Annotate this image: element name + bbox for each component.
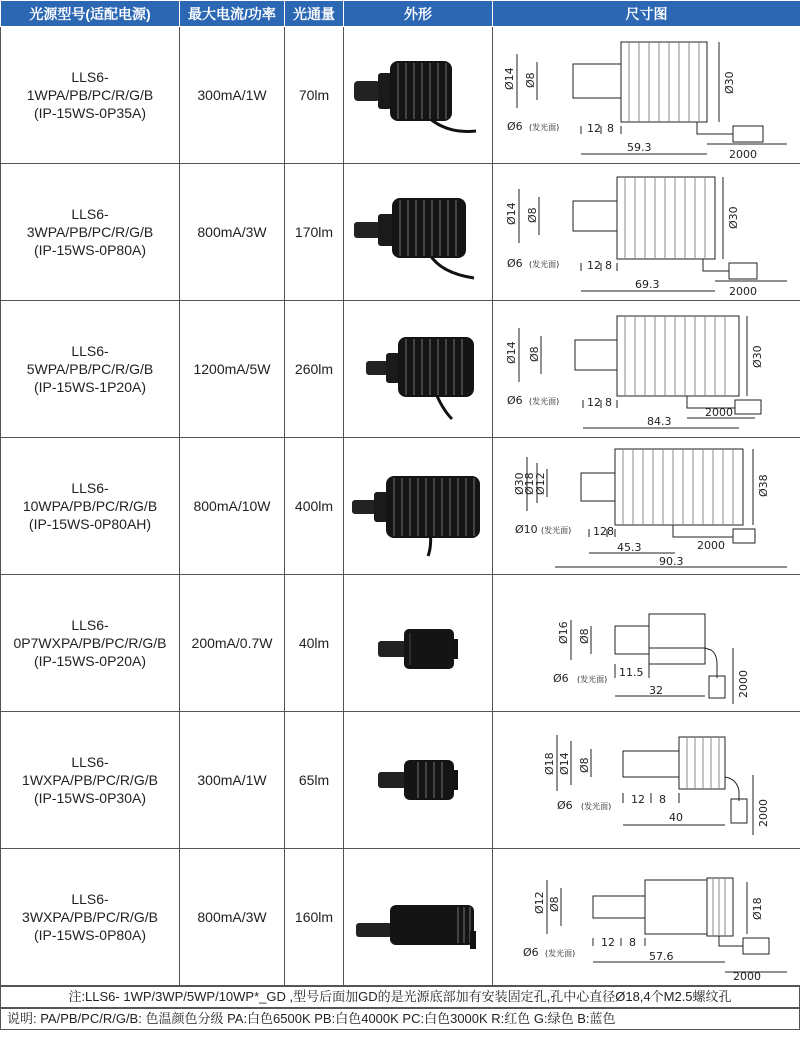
flux-cell: 65lm: [285, 712, 344, 849]
dim-label: Ø18: [522, 472, 536, 495]
product-photo: [348, 309, 488, 429]
dim-label: 12: [600, 936, 615, 949]
dim-label: 84.3: [646, 415, 671, 428]
model-line: 1WPA/PB/PC/R/G/B: [26, 87, 154, 103]
flux-cell: 40lm: [285, 575, 344, 712]
model-line: (IP-15WS-0P35A): [33, 105, 147, 121]
dim-label: Ø12: [533, 472, 547, 495]
dimension-drawing: [497, 852, 797, 982]
dim-note: (发光面): [528, 397, 559, 406]
drawing-cell: [493, 849, 800, 986]
header-model: 光源型号(适配电源): [1, 1, 180, 27]
dim-label: 8: [658, 793, 666, 806]
dim-label: 2000: [756, 799, 770, 827]
flux-cell: 260lm: [285, 301, 344, 438]
model-line: LLS6-: [71, 617, 109, 633]
dim-label: Ø6: [522, 946, 539, 959]
legend-note: 说明: PA/PB/PC/R/G/B: 色温颜色分级 PA:白色6500K PB:白色4000K PC:白色3000K R:红色 G:绿色 B:蓝色: [0, 1008, 800, 1030]
dim-label: Ø14: [504, 202, 518, 225]
dim-label: 2000: [732, 970, 761, 982]
drawing-cell: [493, 301, 800, 438]
current-cell: 300mA/1W: [180, 27, 285, 164]
model-line: LLS6-: [71, 891, 109, 907]
dim-label: 12: [586, 259, 601, 272]
dimension-drawing: [497, 304, 797, 434]
model-line: 0P7WXPA/PB/PC/R/G/B: [13, 635, 167, 651]
dimension-drawing: [497, 715, 797, 845]
model-line: (IP-15WS-0P20A): [33, 653, 147, 669]
current-cell: 800mA/3W: [180, 849, 285, 986]
dim-label: Ø10: [514, 523, 538, 536]
model-cell: [1, 27, 180, 164]
dim-label: 12: [630, 793, 645, 806]
flux-cell: 70lm: [285, 27, 344, 164]
dim-label: Ø8: [547, 896, 561, 912]
dim-label: 69.3: [634, 278, 659, 291]
dim-label: Ø8: [527, 346, 541, 362]
dim-label: 45.3: [616, 541, 641, 554]
appearance-cell: [344, 164, 493, 301]
product-photo: [348, 446, 488, 566]
dim-label: 2000: [736, 670, 750, 698]
dim-label: Ø30: [512, 472, 526, 495]
model-line: LLS6-: [71, 206, 109, 222]
product-photo: [348, 35, 488, 155]
product-photo: [348, 172, 488, 292]
dim-label: 32: [648, 684, 663, 697]
dimension-drawing: [497, 441, 797, 571]
model-line: 1WXPA/PB/PC/R/G/B: [22, 772, 158, 788]
footnote: 注:LLS6- 1WP/3WP/5WP/10WP*_GD ,型号后面加GD的是光源底部加有安装固定孔,孔中心直径Ø18,4个M2.5螺纹孔: [0, 986, 800, 1008]
current-cell: 800mA/10W: [180, 438, 285, 575]
model-line: (IP-15WS-0P30A): [33, 790, 147, 806]
header-drawing: 尺寸图: [493, 1, 800, 27]
current-cell: 200mA/0.7W: [180, 575, 285, 712]
dim-label: Ø8: [525, 207, 539, 223]
dim-label: Ø8: [523, 72, 537, 88]
table-row: [1, 575, 800, 712]
dim-label: 2000: [728, 285, 757, 297]
dim-label: Ø6: [552, 672, 569, 685]
flux-cell: 160lm: [285, 849, 344, 986]
table-row: [1, 164, 800, 301]
model-line: 3WPA/PB/PC/R/G/B: [26, 224, 154, 240]
dim-label: Ø14: [557, 752, 571, 775]
header-current: 最大电流/功率: [180, 1, 285, 27]
model-cell: [1, 849, 180, 986]
dim-label: 12: [586, 396, 601, 409]
dim-label: Ø30: [726, 206, 740, 229]
model-line: (IP-15WS-0P80A): [33, 927, 147, 943]
dim-label: Ø8: [577, 757, 591, 773]
model-cell: [1, 164, 180, 301]
model-cell: [1, 438, 180, 575]
current-cell: 1200mA/5W: [180, 301, 285, 438]
dim-label: Ø30: [750, 345, 764, 368]
model-cell: [1, 712, 180, 849]
product-photo: [348, 857, 488, 977]
model-line: (IP-15WS-0P80A): [33, 242, 147, 258]
drawing-cell: [493, 438, 800, 575]
drawing-cell: [493, 27, 800, 164]
dim-note: (发光面): [576, 675, 607, 684]
model-line: 10WPA/PB/PC/R/G/B: [22, 498, 158, 514]
table-row: [1, 849, 800, 986]
model-line: LLS6-: [71, 69, 109, 85]
flux-cell: 170lm: [285, 164, 344, 301]
dim-label: Ø6: [506, 394, 523, 407]
appearance-cell: [344, 712, 493, 849]
appearance-cell: [344, 849, 493, 986]
dim-note: (发光面): [580, 802, 611, 811]
dim-label: Ø6: [506, 120, 523, 133]
table-row: [1, 27, 800, 164]
dim-label: 2000: [696, 539, 725, 552]
header-appearance: 外形: [344, 1, 493, 27]
flux-cell: 400lm: [285, 438, 344, 575]
model-line: (IP-15WS-0P80AH): [28, 516, 152, 532]
dimension-drawing: [497, 578, 797, 708]
dim-label: 8: [628, 936, 636, 949]
appearance-cell: [344, 438, 493, 575]
table-row: [1, 712, 800, 849]
dim-label: Ø14: [504, 341, 518, 364]
table-row: [1, 438, 800, 575]
drawing-cell: [493, 712, 800, 849]
dim-label: Ø6: [506, 257, 523, 270]
dim-label: 8: [606, 525, 614, 538]
dim-label: Ø18: [750, 897, 764, 920]
model-line: LLS6-: [71, 480, 109, 496]
table-row: [1, 301, 800, 438]
dim-label: 8: [604, 259, 612, 272]
dim-note: (发光面): [528, 260, 559, 269]
dim-label: 59.3: [626, 141, 651, 154]
product-photo: [348, 583, 488, 703]
appearance-cell: [344, 27, 493, 164]
dimension-drawing: [497, 30, 797, 160]
dimension-drawing: [497, 167, 797, 297]
dim-label: 12: [592, 525, 607, 538]
model-line: LLS6-: [71, 754, 109, 770]
dim-label: 8: [604, 396, 612, 409]
dim-label: Ø8: [577, 628, 591, 644]
model-line: 5WPA/PB/PC/R/G/B: [26, 361, 154, 377]
dim-label: Ø14: [502, 67, 516, 90]
dim-note: (发光面): [544, 949, 575, 958]
dim-note: (发光面): [540, 526, 571, 535]
drawing-cell: [493, 575, 800, 712]
dim-label: 2000: [704, 406, 733, 419]
dim-note: (发光面): [528, 123, 559, 132]
header-flux: 光通量: [285, 1, 344, 27]
product-photo: [348, 720, 488, 840]
dim-label: 11.5: [618, 666, 643, 679]
model-line: (IP-15WS-1P20A): [33, 379, 147, 395]
model-cell: [1, 575, 180, 712]
current-cell: 800mA/3W: [180, 164, 285, 301]
dim-label: 12: [586, 122, 601, 135]
dim-label: Ø30: [722, 71, 736, 94]
model-line: LLS6-: [71, 343, 109, 359]
appearance-cell: [344, 301, 493, 438]
dim-label: 40: [668, 811, 683, 824]
dim-label: Ø12: [532, 891, 546, 914]
dim-label: Ø16: [556, 621, 570, 644]
model-line: 3WXPA/PB/PC/R/G/B: [22, 909, 158, 925]
model-cell: [1, 301, 180, 438]
dim-label: 8: [606, 122, 614, 135]
dim-label: 57.6: [648, 950, 673, 963]
dim-label: 2000: [728, 148, 757, 160]
current-cell: 300mA/1W: [180, 712, 285, 849]
dim-label: Ø6: [556, 799, 573, 812]
dim-label: Ø38: [756, 474, 770, 497]
dim-label: 90.3: [658, 555, 683, 568]
drawing-cell: [493, 164, 800, 301]
appearance-cell: [344, 575, 493, 712]
dim-label: Ø18: [542, 752, 556, 775]
header-row: [1, 1, 800, 27]
